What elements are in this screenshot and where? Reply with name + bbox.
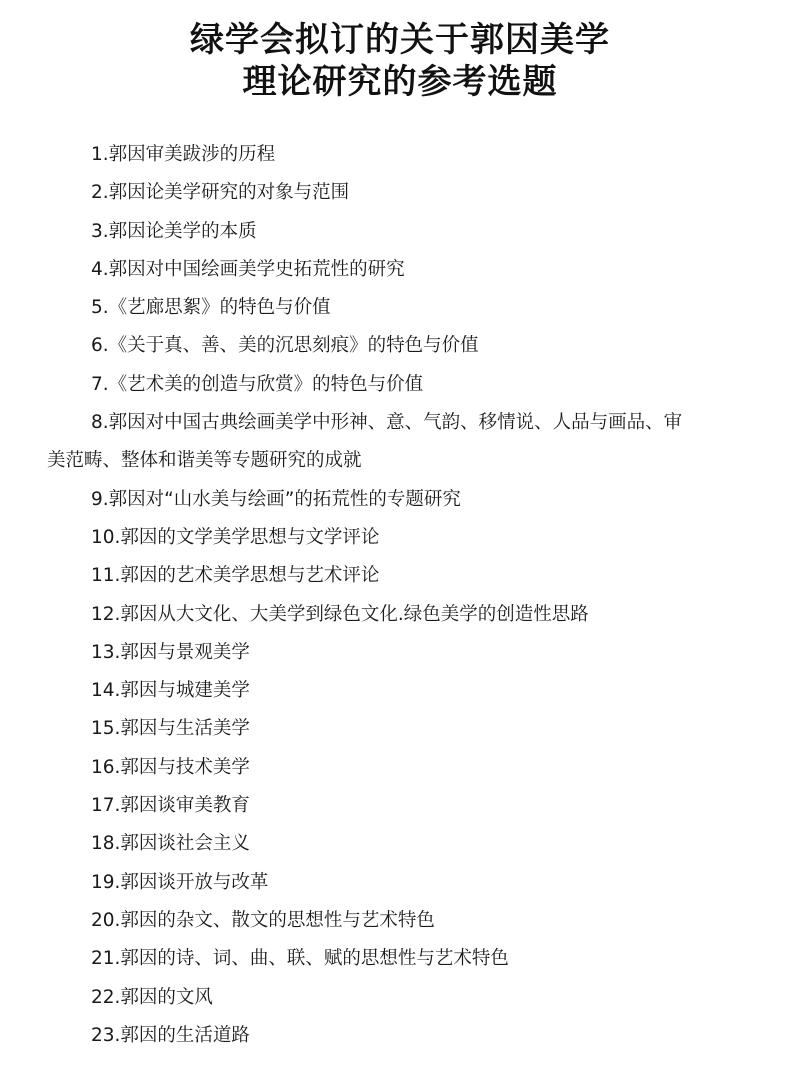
topic-item-8 [0,404,800,481]
topic-item-19: 19.郭因谈开放与改革 [91,871,269,893]
topic-item-16: 16.郭因与技术美学 [91,756,250,778]
document-title-line-1: 绿学会拟订的关于郭因美学 [190,20,610,60]
topic-item-22: 22.郭因的文风 [91,986,213,1008]
topic-item-15: 15.郭因与生活美学 [91,718,250,740]
topic-item-8-line-2: 美范畴、整体和谐美等专题研究的成就 [47,450,362,472]
topic-list [0,136,800,1055]
topic-item-4: 4.郭因对中国绘画美学史拓荒性的研究 [91,258,405,280]
document-title-line-2: 理论研究的参考选题 [242,62,558,102]
topic-item-11: 11.郭因的艺术美学思想与艺术评论 [91,565,380,587]
topic-item-6: 6.《关于真、善、美的沉思刻痕》的特色与价值 [91,335,479,357]
topic-item-21: 21.郭因的诗、词、曲、联、赋的思想性与艺术特色 [91,948,509,970]
topic-item-18: 18.郭因谈社会主义 [91,833,250,855]
topic-item-1: 1.郭因审美跋涉的历程 [91,144,276,165]
topic-item-3: 3.郭因论美学的本质 [91,220,257,242]
topic-item-17: 17.郭因谈审美教育 [91,795,250,817]
topic-item-12: 12.郭因从大文化、大美学到绿色文化.绿色美学的创造性思路 [91,603,589,625]
topic-item-7: 7.《艺术美的创造与欣赏》的特色与价值 [91,373,424,395]
topic-item-20: 20.郭因的杂文、散文的思想性与艺术特色 [91,909,435,931]
topic-item-14: 14.郭因与城建美学 [91,680,250,702]
topic-item-10: 10.郭因的文学美学思想与文学评论 [91,526,380,548]
topic-item-2: 2.郭因论美学研究的对象与范围 [91,182,350,204]
topic-item-5: 5.《艺廊思絮》的特色与价值 [91,297,331,319]
topic-item-9: 9.郭因对“山水美与绘画”的拓荒性的专题研究 [91,488,461,510]
topic-item-8-line-1: 8.郭因对中国古典绘画美学中形神、意、气韵、移情说、人品与画品、审 [91,412,683,434]
topic-item-13: 13.郭因与景观美学 [91,641,250,663]
topic-item-23: 23.郭因的生活道路 [91,1024,250,1046]
